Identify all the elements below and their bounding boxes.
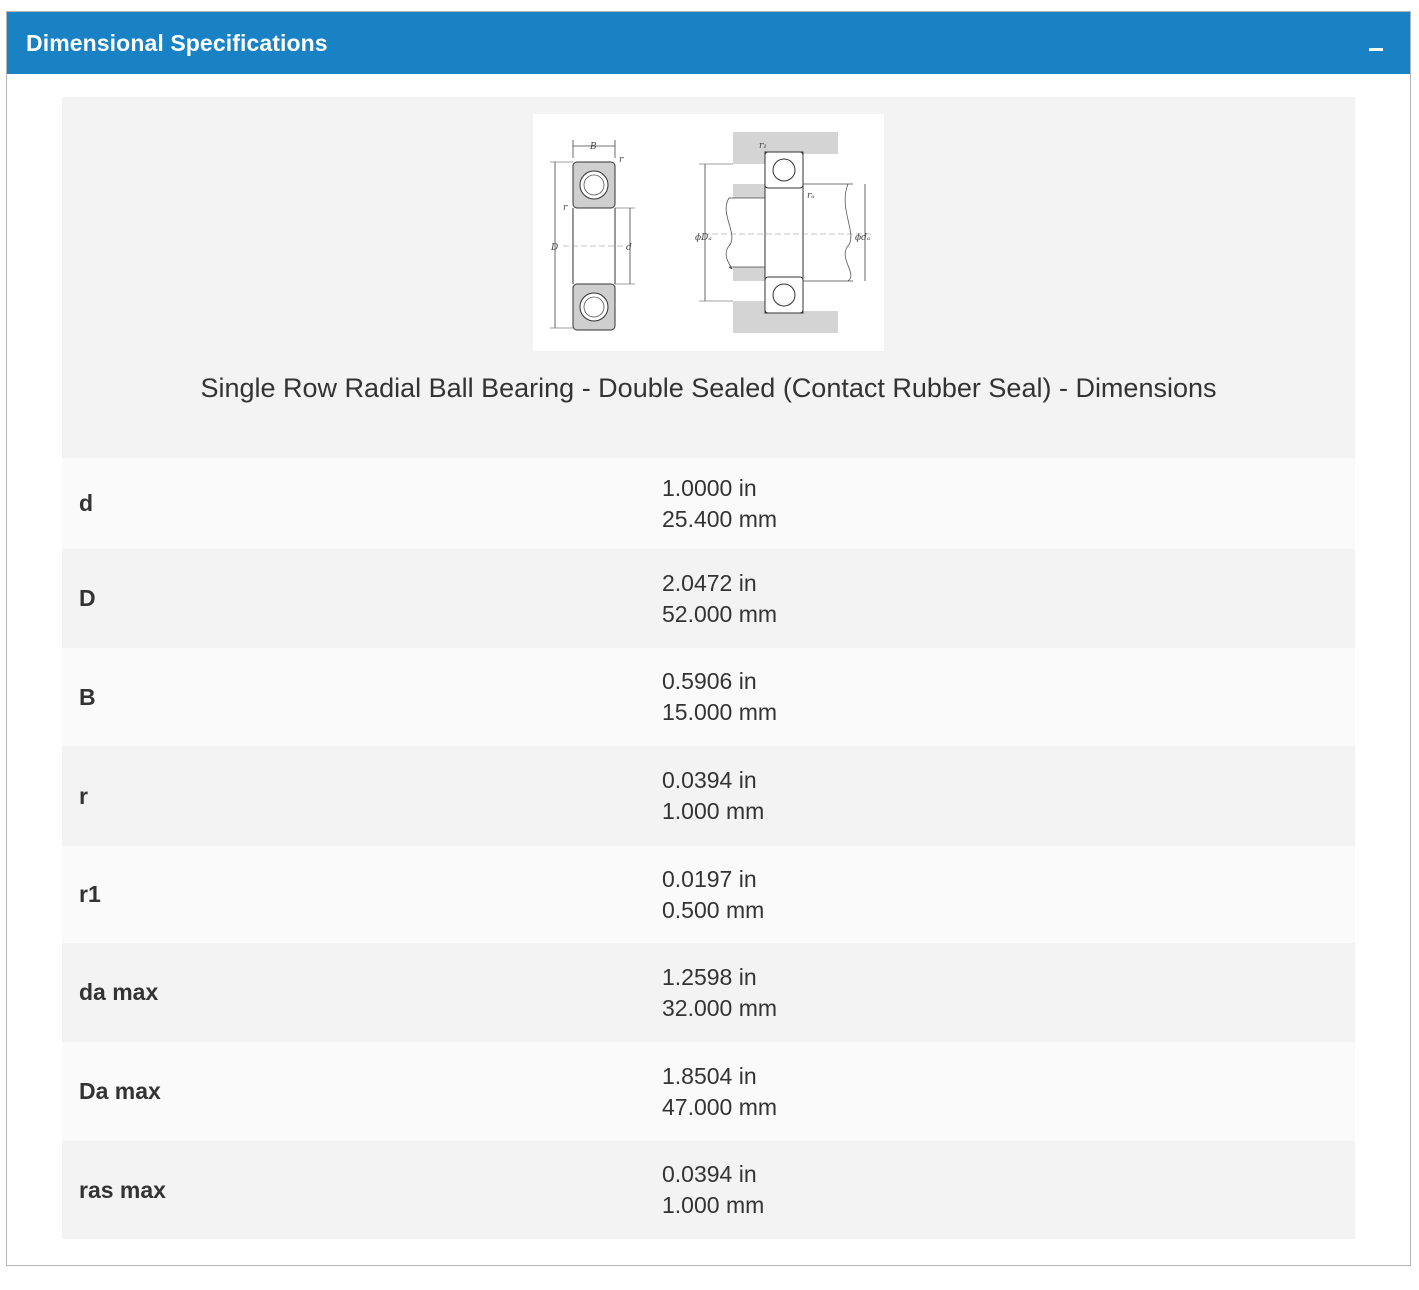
spec-label: d bbox=[79, 490, 94, 516]
figure-box bbox=[62, 97, 1355, 458]
spec-value bbox=[662, 666, 777, 728]
spec-value-in: 0.0394 in bbox=[662, 767, 757, 793]
label-Da: ϕDₐ bbox=[695, 233, 712, 243]
spec-label: Da max bbox=[79, 1078, 161, 1104]
spec-value-mm: 52.000 mm bbox=[662, 600, 778, 627]
spec-row-Da-max bbox=[62, 1042, 1355, 1141]
minus-icon bbox=[1369, 48, 1383, 51]
spec-value bbox=[662, 864, 764, 926]
spec-row-d bbox=[62, 458, 1355, 549]
spec-value bbox=[662, 473, 777, 535]
spec-value-in: 1.0000 in bbox=[662, 474, 757, 501]
spec-value-mm: 1.000 mm bbox=[662, 1192, 765, 1218]
bearing-cross-section bbox=[550, 140, 635, 330]
spec-row-r1 bbox=[62, 846, 1355, 943]
bearing-dimensions-diagram bbox=[533, 114, 884, 351]
spec-value-in: 0.5906 in bbox=[662, 668, 757, 694]
label-da: ϕdₐ bbox=[855, 233, 871, 243]
spec-value-mm: 15.000 mm bbox=[662, 699, 778, 725]
spec-label: da max bbox=[79, 979, 159, 1005]
panel-title: Dimensional Specifications bbox=[26, 29, 328, 56]
spec-value-mm: 32.000 mm bbox=[662, 994, 778, 1021]
spec-label: r bbox=[79, 782, 88, 809]
dimensional-specifications-panel bbox=[6, 11, 1411, 1266]
spec-value-in: 2.0472 in bbox=[662, 569, 757, 596]
spec-row-B bbox=[62, 648, 1355, 746]
spec-value-mm: 47.000 mm bbox=[662, 1093, 778, 1120]
spec-value-mm: 0.500 mm bbox=[662, 896, 765, 923]
spec-table bbox=[62, 458, 1355, 1239]
label-D: D bbox=[551, 243, 559, 253]
spec-value-in: 0.0197 in bbox=[662, 865, 757, 892]
label-r1: r₁ bbox=[759, 141, 767, 151]
spec-label: r1 bbox=[79, 881, 101, 907]
spec-label: D bbox=[79, 585, 96, 611]
spec-value bbox=[662, 1061, 777, 1123]
spec-value bbox=[662, 568, 777, 630]
spec-label: B bbox=[79, 683, 96, 710]
spec-row-r bbox=[62, 746, 1355, 846]
spec-value-in: 1.2598 in bbox=[662, 963, 757, 990]
spec-value-mm: 1.000 mm bbox=[662, 798, 765, 824]
label-B: B bbox=[590, 142, 597, 152]
panel-header[interactable] bbox=[7, 12, 1410, 74]
spec-value bbox=[662, 765, 764, 827]
spec-value-in: 1.8504 in bbox=[662, 1062, 757, 1089]
spec-row-ras-max bbox=[62, 1141, 1355, 1239]
diagram-caption: Single Row Radial Ball Bearing - Double Sealed (Contact Rubber Seal) - Dimensions bbox=[200, 373, 1217, 403]
spec-row-da-max bbox=[62, 943, 1355, 1042]
bearing-diagram-svg bbox=[533, 114, 884, 351]
spec-value bbox=[662, 1159, 764, 1221]
spec-content bbox=[62, 97, 1355, 1239]
spec-value bbox=[662, 962, 777, 1024]
spec-row-D bbox=[62, 549, 1355, 648]
label-r-side: r bbox=[563, 203, 568, 213]
spec-value-in: 0.0394 in bbox=[662, 1161, 757, 1187]
label-r-top: r bbox=[619, 155, 624, 165]
collapse-button[interactable] bbox=[1362, 29, 1390, 57]
spec-value-mm: 25.400 mm bbox=[662, 505, 778, 532]
label-ra: rₐ bbox=[807, 191, 815, 201]
spec-label: ras max bbox=[79, 1176, 166, 1203]
bearing-mounting-diagram bbox=[695, 132, 873, 333]
label-d: d bbox=[626, 243, 632, 253]
